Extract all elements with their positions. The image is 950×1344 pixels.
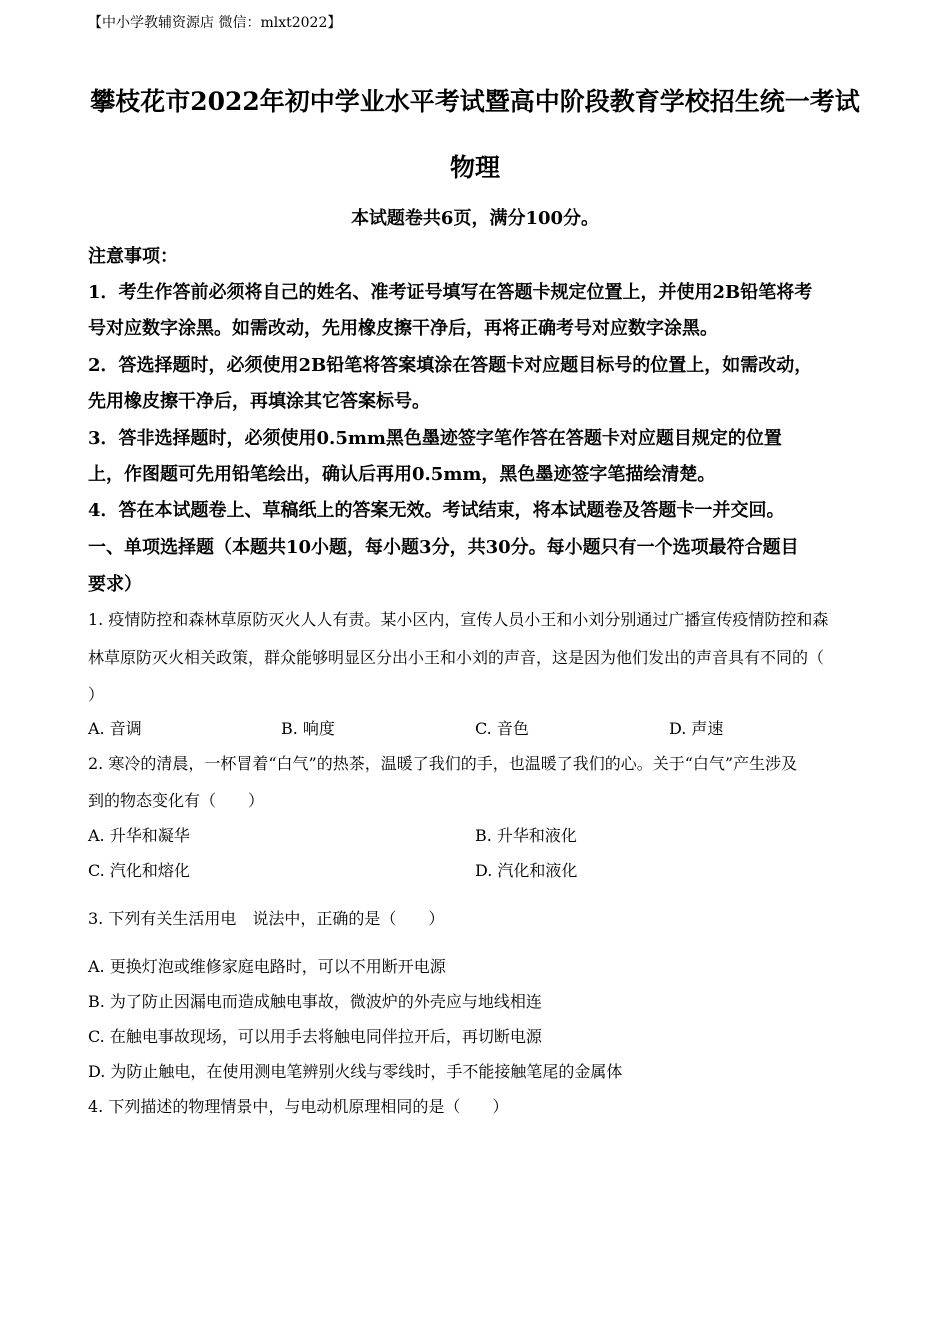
question-3-stem: 3. 下列有关生活用电 说法中，正确的是（ ） (88, 909, 445, 928)
question-1-option-c[interactable]: C. 音色 (475, 719, 529, 738)
note-line: 3．答非选择题时，必须使用0.5mm黑色墨迹签字笔作答在答题卡对应题目规定的位置 (88, 428, 782, 449)
notes-heading: 注意事项： (88, 246, 178, 267)
question-3-option-c[interactable]: C. 在触电事故现场，可以用手去将触电同伴拉开后，再切断电源 (88, 1027, 542, 1046)
question-1-option-a[interactable]: A. 音调 (88, 719, 142, 738)
question-2-stem: 到的物态变化有（ ） (88, 791, 265, 810)
exam-title: 攀枝花市2022年初中学业水平考试暨高中阶段教育学校招生统一考试 (90, 87, 860, 116)
question-4-stem: 4. 下列描述的物理情景中，与电动机原理相同的是（ ） (88, 1097, 509, 1116)
question-1-stem: ） (88, 685, 105, 704)
question-2-option-d[interactable]: D. 汽化和液化 (475, 861, 578, 880)
question-1-option-b[interactable]: B. 响度 (281, 719, 335, 738)
question-2-option-b[interactable]: B. 升华和液化 (475, 826, 577, 845)
subject-title: 物理 (449, 153, 500, 182)
exam-subtitle: 本试题卷共6页，满分100分。 (350, 208, 600, 229)
note-line: 2．答选择题时，必须使用2B铅笔将答案填涂在答题卡对应题目标号的位置上，如需改动， (88, 355, 813, 376)
section-heading-cont: 要求） (88, 574, 142, 595)
question-2-option-a[interactable]: A. 升华和凝华 (88, 826, 190, 845)
question-3-option-d[interactable]: D. 为防止触电，在使用测电笔辨别火线与零线时，手不能接触笔尾的金属体 (88, 1062, 623, 1081)
note-line: 1．考生作答前必须将自己的姓名、准考证号填写在答题卡规定位置上，并使用2B铅笔将考 (88, 282, 813, 303)
note-line: 上，作图题可先用铅笔绘出，确认后再用0.5mm，黑色墨迹签字笔描绘清楚。 (88, 464, 716, 485)
note-line: 4．答在本试题卷上、草稿纸上的答案无效。考试结束，将本试题卷及答题卡一并交回。 (88, 500, 785, 521)
question-3-option-b[interactable]: B. 为了防止因漏电而造成触电事故，微波炉的外壳应与地线相连 (88, 992, 542, 1011)
header-note: 【中小学教辅资源店 微信：mlxt2022】 (88, 15, 342, 31)
note-line: 先用橡皮擦干净后，再填涂其它答案标号。 (88, 391, 430, 412)
note-line: 号对应数字涂黑。如需改动，先用橡皮擦干净后，再将正确考号对应数字涂黑。 (88, 318, 718, 339)
question-1-stem: 1. 疫情防控和森林草原防灭火人人有责。某小区内，宣传人员小王和小刘分别通过广播宣传疫情防控和森 (88, 610, 829, 629)
question-1-option-d[interactable]: D. 声速 (669, 719, 724, 738)
question-2-stem: 2. 寒冷的清晨，一杯冒着“白气”的热茶，温暖了我们的手，也温暖了我们的心。关于“白气”产生涉及 (88, 754, 798, 773)
question-3-option-a[interactable]: A. 更换灯泡或维修家庭电路时，可以不用断开电源 (88, 957, 446, 976)
question-2-option-c[interactable]: C. 汽化和熔化 (88, 861, 190, 880)
question-1-stem: 林草原防灭火相关政策，群众能够明显区分出小王和小刘的声音，这是因为他们发出的声音具有不同的（ (88, 648, 825, 667)
section-heading: 一、单项选择题（本题共10小题，每小题3分，共30分。每小题只有一个选项最符合题目 (88, 537, 799, 558)
